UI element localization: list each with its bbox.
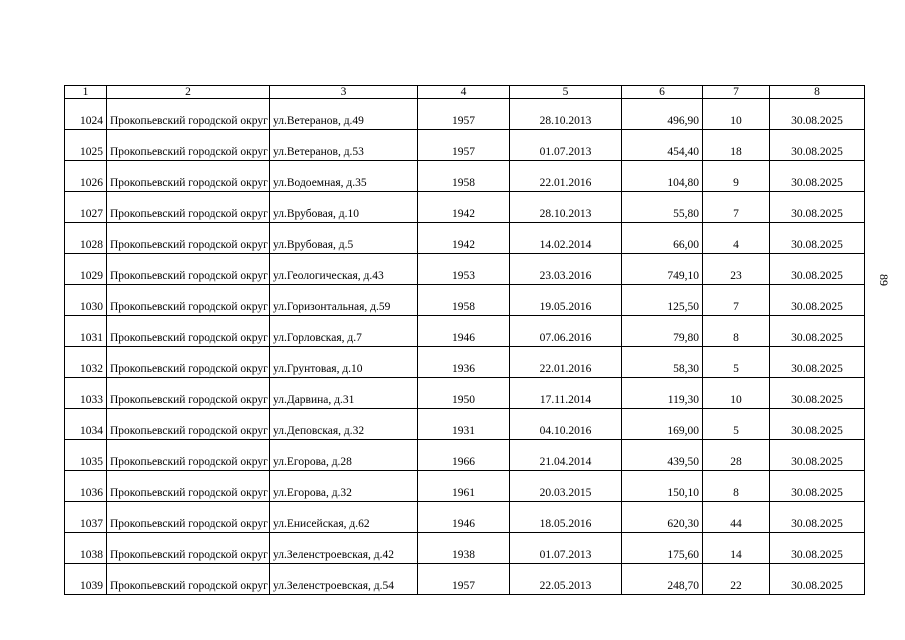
date-cell: 19.05.2016: [510, 285, 622, 316]
row-number-cell: 1037: [65, 502, 107, 533]
year-cell: 1957: [418, 564, 510, 595]
deadline-cell: 30.08.2025: [770, 440, 865, 471]
count-cell: 7: [703, 285, 770, 316]
district-cell: Прокопьевский городской округ: [107, 440, 270, 471]
date-cell: 22.01.2016: [510, 161, 622, 192]
address-cell: ул.Горловская, д.7: [270, 316, 418, 347]
deadline-cell: 30.08.2025: [770, 471, 865, 502]
count-cell: 22: [703, 564, 770, 595]
date-cell: 14.02.2014: [510, 223, 622, 254]
table-row: [65, 99, 865, 130]
address-cell: ул.Зеленстроевская, д.54: [270, 564, 418, 595]
address-cell: ул.Енисейская, д.62: [270, 502, 418, 533]
year-cell: 1957: [418, 130, 510, 161]
column-header: 4: [418, 86, 510, 99]
year-cell: 1950: [418, 378, 510, 409]
deadline-cell: 30.08.2025: [770, 502, 865, 533]
row-number-cell: 1024: [65, 99, 107, 130]
area-cell: 125,50: [622, 285, 703, 316]
deadline-cell: 30.08.2025: [770, 192, 865, 223]
table-row: [65, 502, 865, 533]
date-cell: 04.10.2016: [510, 409, 622, 440]
address-cell: ул.Егорова, д.32: [270, 471, 418, 502]
table-row: [65, 223, 865, 254]
date-cell: 23.03.2016: [510, 254, 622, 285]
address-cell: ул.Зеленстроевская, д.42: [270, 533, 418, 564]
date-cell: 28.10.2013: [510, 99, 622, 130]
district-cell: Прокопьевский городской округ: [107, 378, 270, 409]
year-cell: 1938: [418, 533, 510, 564]
table-row: [65, 564, 865, 595]
area-cell: 119,30: [622, 378, 703, 409]
deadline-cell: 30.08.2025: [770, 347, 865, 378]
date-cell: 17.11.2014: [510, 378, 622, 409]
district-cell: Прокопьевский городской округ: [107, 161, 270, 192]
count-cell: 8: [703, 316, 770, 347]
count-cell: 28: [703, 440, 770, 471]
district-cell: Прокопьевский городской округ: [107, 316, 270, 347]
row-number-cell: 1027: [65, 192, 107, 223]
deadline-cell: 30.08.2025: [770, 99, 865, 130]
count-cell: 10: [703, 99, 770, 130]
deadline-cell: 30.08.2025: [770, 223, 865, 254]
address-cell: ул.Врубовая, д.10: [270, 192, 418, 223]
district-cell: Прокопьевский городской округ: [107, 347, 270, 378]
deadline-cell: 30.08.2025: [770, 533, 865, 564]
area-cell: 169,00: [622, 409, 703, 440]
row-number-cell: 1030: [65, 285, 107, 316]
district-cell: Прокопьевский городской округ: [107, 223, 270, 254]
district-cell: Прокопьевский городской округ: [107, 192, 270, 223]
area-cell: 150,10: [622, 471, 703, 502]
area-cell: 439,50: [622, 440, 703, 471]
deadline-cell: 30.08.2025: [770, 130, 865, 161]
date-cell: 22.01.2016: [510, 347, 622, 378]
column-header: 7: [703, 86, 770, 99]
row-number-cell: 1035: [65, 440, 107, 471]
column-header: 2: [107, 86, 270, 99]
housing-table: [64, 85, 865, 595]
address-cell: ул.Ветеранов, д.53: [270, 130, 418, 161]
count-cell: 4: [703, 223, 770, 254]
count-cell: 10: [703, 378, 770, 409]
count-cell: 14: [703, 533, 770, 564]
year-cell: 1942: [418, 192, 510, 223]
date-cell: 07.06.2016: [510, 316, 622, 347]
deadline-cell: 30.08.2025: [770, 254, 865, 285]
count-cell: 18: [703, 130, 770, 161]
address-cell: ул.Водоемная, д.35: [270, 161, 418, 192]
table-row: [65, 440, 865, 471]
row-number-cell: 1032: [65, 347, 107, 378]
district-cell: Прокопьевский городской округ: [107, 99, 270, 130]
year-cell: 1946: [418, 502, 510, 533]
row-number-cell: 1039: [65, 564, 107, 595]
count-cell: 44: [703, 502, 770, 533]
district-cell: Прокопьевский городской округ: [107, 254, 270, 285]
date-cell: 01.07.2013: [510, 130, 622, 161]
area-cell: 175,60: [622, 533, 703, 564]
area-cell: 66,00: [622, 223, 703, 254]
area-cell: 749,10: [622, 254, 703, 285]
area-cell: 620,30: [622, 502, 703, 533]
year-cell: 1936: [418, 347, 510, 378]
count-cell: 7: [703, 192, 770, 223]
year-cell: 1961: [418, 471, 510, 502]
column-number-row: [65, 86, 865, 99]
year-cell: 1966: [418, 440, 510, 471]
count-cell: 8: [703, 471, 770, 502]
count-cell: 9: [703, 161, 770, 192]
year-cell: 1953: [418, 254, 510, 285]
district-cell: Прокопьевский городской округ: [107, 409, 270, 440]
table-row: [65, 254, 865, 285]
column-header: 1: [65, 86, 107, 99]
address-cell: ул.Геологическая, д.43: [270, 254, 418, 285]
table-row: [65, 533, 865, 564]
row-number-cell: 1026: [65, 161, 107, 192]
address-cell: ул.Дарвина, д.31: [270, 378, 418, 409]
table-row: [65, 192, 865, 223]
area-cell: 104,80: [622, 161, 703, 192]
date-cell: 20.03.2015: [510, 471, 622, 502]
year-cell: 1958: [418, 161, 510, 192]
year-cell: 1942: [418, 223, 510, 254]
table-row: [65, 378, 865, 409]
area-cell: 79,80: [622, 316, 703, 347]
table-row: [65, 130, 865, 161]
district-cell: Прокопьевский городской округ: [107, 533, 270, 564]
deadline-cell: 30.08.2025: [770, 378, 865, 409]
row-number-cell: 1029: [65, 254, 107, 285]
row-number-cell: 1033: [65, 378, 107, 409]
table-row: [65, 161, 865, 192]
row-number-cell: 1036: [65, 471, 107, 502]
address-cell: ул.Горизонтальная, д.59: [270, 285, 418, 316]
row-number-cell: 1025: [65, 130, 107, 161]
date-cell: 01.07.2013: [510, 533, 622, 564]
address-cell: ул.Деповская, д.32: [270, 409, 418, 440]
date-cell: 22.05.2013: [510, 564, 622, 595]
column-header: 3: [270, 86, 418, 99]
area-cell: 454,40: [622, 130, 703, 161]
area-cell: 248,70: [622, 564, 703, 595]
address-cell: ул.Ветеранов, д.49: [270, 99, 418, 130]
table-row: [65, 347, 865, 378]
area-cell: 58,30: [622, 347, 703, 378]
page-number: 89: [877, 274, 891, 286]
column-header: 6: [622, 86, 703, 99]
count-cell: 23: [703, 254, 770, 285]
year-cell: 1957: [418, 99, 510, 130]
district-cell: Прокопьевский городской округ: [107, 502, 270, 533]
deadline-cell: 30.08.2025: [770, 285, 865, 316]
year-cell: 1946: [418, 316, 510, 347]
deadline-cell: 30.08.2025: [770, 161, 865, 192]
table-row: [65, 471, 865, 502]
deadline-cell: 30.08.2025: [770, 564, 865, 595]
row-number-cell: 1031: [65, 316, 107, 347]
table-row: [65, 316, 865, 347]
column-header: 8: [770, 86, 865, 99]
table-row: [65, 285, 865, 316]
district-cell: Прокопьевский городской округ: [107, 285, 270, 316]
year-cell: 1931: [418, 409, 510, 440]
count-cell: 5: [703, 347, 770, 378]
row-number-cell: 1034: [65, 409, 107, 440]
deadline-cell: 30.08.2025: [770, 316, 865, 347]
address-cell: ул.Грунтовая, д.10: [270, 347, 418, 378]
address-cell: ул.Егорова, д.28: [270, 440, 418, 471]
date-cell: 28.10.2013: [510, 192, 622, 223]
district-cell: Прокопьевский городской округ: [107, 471, 270, 502]
column-header: 5: [510, 86, 622, 99]
year-cell: 1958: [418, 285, 510, 316]
date-cell: 21.04.2014: [510, 440, 622, 471]
district-cell: Прокопьевский городской округ: [107, 130, 270, 161]
deadline-cell: 30.08.2025: [770, 409, 865, 440]
row-number-cell: 1028: [65, 223, 107, 254]
date-cell: 18.05.2016: [510, 502, 622, 533]
district-cell: Прокопьевский городской округ: [107, 564, 270, 595]
area-cell: 55,80: [622, 192, 703, 223]
area-cell: 496,90: [622, 99, 703, 130]
address-cell: ул.Врубовая, д.5: [270, 223, 418, 254]
row-number-cell: 1038: [65, 533, 107, 564]
count-cell: 5: [703, 409, 770, 440]
table-row: [65, 409, 865, 440]
